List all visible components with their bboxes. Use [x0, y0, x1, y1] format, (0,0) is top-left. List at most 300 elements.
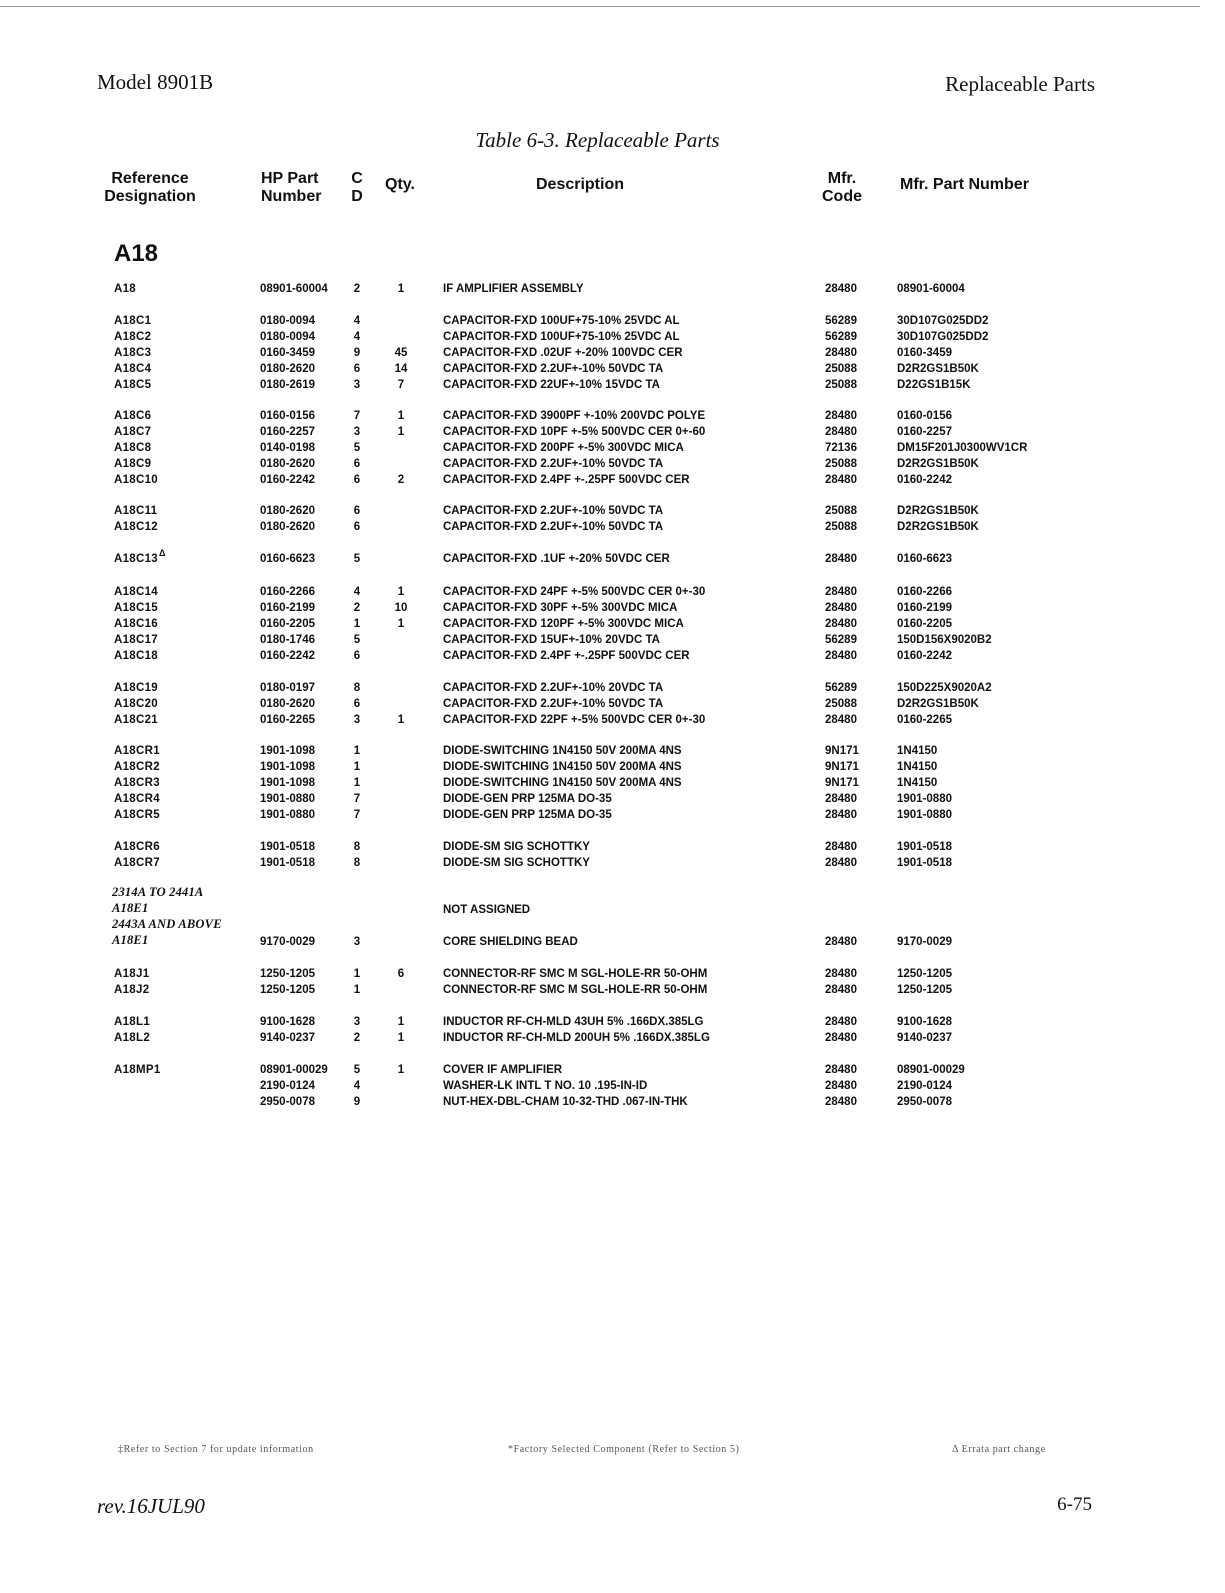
ref-cell: A18CR3 [114, 777, 160, 789]
errata-marker-icon: Δ [159, 548, 166, 558]
ref-cell: A18CR4 [114, 793, 160, 805]
hp-part-cell: 0180-1746 [260, 634, 315, 646]
cd-cell: 1 [353, 984, 361, 996]
table-row [0, 377, 1225, 393]
section-label: A18 [114, 240, 159, 267]
note-serial-range-1: 2314A TO 2441A [112, 885, 204, 899]
hp-part-cell: 0160-2265 [260, 714, 315, 726]
mfr-part-cell: D2R2GS1B50K [897, 505, 979, 517]
table-row [0, 982, 1225, 998]
cd-cell: 3 [353, 936, 361, 948]
ref-cell: A18C10 [114, 474, 158, 486]
mfr-code-cell: 28480 [825, 602, 857, 614]
mfr-part-cell: 0160-6623 [897, 553, 952, 565]
cd-cell: 6 [353, 458, 361, 470]
mfr-part-cell: 0160-2205 [897, 618, 952, 630]
hp-part-cell: 1901-1098 [260, 761, 315, 773]
table-row [0, 775, 1225, 791]
mfr-code-cell: 28480 [825, 1064, 857, 1076]
mfr-part-cell: DM15F201J0300WV1CR [897, 442, 1028, 454]
hp-part-cell: 0160-0156 [260, 410, 315, 422]
hp-part-cell: 1901-1098 [260, 777, 315, 789]
mfr-part-cell: 08901-00029 [897, 1064, 965, 1076]
table-row [0, 313, 1225, 329]
ref-cell: A18C11 [114, 505, 158, 517]
ref-cell: A18C21 [114, 714, 158, 726]
table-row [0, 807, 1225, 823]
hp-part-cell: 0180-2620 [260, 363, 315, 375]
mfr-code-cell: 56289 [825, 634, 857, 646]
col-hp-line1: HP Part [261, 170, 319, 187]
mfr-part-cell: 0160-2242 [897, 474, 952, 486]
revision-date: rev.16JUL90 [97, 1494, 205, 1518]
qty-cell: 1 [397, 618, 405, 630]
hp-part-cell: 0160-2199 [260, 602, 315, 614]
mfr-code-cell: 9N171 [825, 761, 859, 773]
qty-cell: 1 [397, 1032, 405, 1044]
col-ref-line2: Designation [104, 188, 196, 205]
mfr-code-cell: 28480 [825, 283, 857, 295]
mfr-part-cell: 1250-1205 [897, 984, 952, 996]
table-row [0, 902, 1225, 918]
table-row [0, 519, 1225, 535]
table-row [0, 1014, 1225, 1030]
hp-part-cell: 0160-2242 [260, 650, 315, 662]
table-row [0, 424, 1225, 440]
hp-part-cell: 1250-1205 [260, 984, 315, 996]
table-row [0, 648, 1225, 664]
qty-cell: 1 [397, 410, 405, 422]
mfr-code-cell: 9N171 [825, 745, 859, 757]
top-rule [0, 6, 1200, 7]
hp-part-cell: 0140-0198 [260, 442, 315, 454]
mfr-part-cell: D22GS1B15K [897, 379, 971, 391]
mfr-code-cell: 25088 [825, 521, 857, 533]
col-ref-line1: Reference [111, 170, 189, 187]
hp-part-cell: 1250-1205 [260, 968, 315, 980]
ref-cell: A18C19 [114, 682, 158, 694]
table-row [0, 712, 1225, 728]
description-cell: DIODE-SWITCHING 1N4150 50V 200MA 4NS [443, 761, 682, 773]
note-serial-range-2: 2443A AND ABOVE [112, 917, 222, 931]
table-row [0, 600, 1225, 616]
table-row [0, 632, 1225, 648]
mfr-part-cell: D2R2GS1B50K [897, 698, 979, 710]
description-cell: CAPACITOR-FXD 200PF +-5% 300VDC MICA [443, 442, 684, 454]
cd-cell: 5 [353, 634, 361, 646]
mfr-part-cell: 0160-2257 [897, 426, 952, 438]
table-row [0, 440, 1225, 456]
mfr-code-cell: 28480 [825, 410, 857, 422]
ref-cell: A18C2 [114, 331, 152, 343]
hp-part-cell: 0160-2257 [260, 426, 315, 438]
table-row [0, 616, 1225, 632]
col-cd [350, 170, 364, 206]
cd-cell: 6 [353, 505, 361, 517]
hp-part-cell: 9170-0029 [260, 936, 315, 948]
hp-part-cell: 0180-2620 [260, 521, 315, 533]
cd-cell: 6 [353, 363, 361, 375]
description-cell: CORE SHIELDING BEAD [443, 936, 578, 948]
hp-part-cell: 0180-2620 [260, 505, 315, 517]
description-cell: CAPACITOR-FXD .02UF +-20% 100VDC CER [443, 347, 683, 359]
mfr-part-cell: D2R2GS1B50K [897, 521, 979, 533]
mfr-code-cell: 28480 [825, 1016, 857, 1028]
description-cell: CAPACITOR-FXD 2.2UF+-10% 50VDC TA [443, 505, 664, 517]
mfr-part-cell: 1901-0880 [897, 809, 952, 821]
mfr-code-cell: 72136 [825, 442, 857, 454]
hp-part-cell: 0160-2205 [260, 618, 315, 630]
hp-part-cell: 1901-0880 [260, 809, 315, 821]
mfr-code-cell: 25088 [825, 363, 857, 375]
footnote-errata: Δ Errata part change [952, 1444, 1046, 1455]
qty-cell: 7 [397, 379, 405, 391]
table-row [0, 345, 1225, 361]
description-cell: CAPACITOR-FXD 22PF +-5% 500VDC CER 0+-30 [443, 714, 706, 726]
ref-cell: A18CR7 [114, 857, 160, 869]
mfr-code-cell: 9N171 [825, 777, 859, 789]
description-cell: INDUCTOR RF-CH-MLD 43UH 5% .166DX.385LG [443, 1016, 704, 1028]
description-cell: CAPACITOR-FXD 2.2UF+-10% 50VDC TA [443, 363, 664, 375]
hp-part-cell: 1901-0518 [260, 857, 315, 869]
mfr-code-cell: 28480 [825, 936, 857, 948]
table-row [0, 1030, 1225, 1046]
hp-part-cell: 0180-0094 [260, 315, 315, 327]
mfr-code-cell: 56289 [825, 315, 857, 327]
footnote-update-info: ‡Refer to Section 7 for update information [118, 1444, 314, 1455]
cd-cell: 5 [353, 442, 361, 454]
cd-cell: 6 [353, 521, 361, 533]
table-row [0, 680, 1225, 696]
mfr-part-cell: 1N4150 [897, 761, 938, 773]
mfr-part-cell: 9170-0029 [897, 936, 952, 948]
ref-cell: A18C7 [114, 426, 152, 438]
description-cell: CAPACITOR-FXD 30PF +-5% 300VDC MICA [443, 602, 678, 614]
cd-cell: 8 [353, 841, 361, 853]
cd-cell: 3 [353, 379, 361, 391]
mfr-code-cell: 28480 [825, 809, 857, 821]
mfr-code-cell: 28480 [825, 1032, 857, 1044]
description-cell: CAPACITOR-FXD 100UF+75-10% 25VDC AL [443, 315, 680, 327]
description-cell: CAPACITOR-FXD 2.2UF+-10% 50VDC TA [443, 698, 664, 710]
qty-cell: 45 [394, 347, 408, 359]
description-cell: WASHER-LK INTL T NO. 10 .195-IN-ID [443, 1080, 648, 1092]
ref-cell: A18CR6 [114, 841, 160, 853]
cd-cell: 6 [353, 474, 361, 486]
cd-cell: 3 [353, 1016, 361, 1028]
table-row [0, 743, 1225, 759]
mfr-part-cell: 2190-0124 [897, 1080, 952, 1092]
table-row [0, 855, 1225, 871]
description-cell: IF AMPLIFIER ASSEMBLY [443, 283, 584, 295]
qty-cell: 6 [397, 968, 405, 980]
mfr-part-cell: 0160-2242 [897, 650, 952, 662]
mfr-code-cell: 28480 [825, 426, 857, 438]
hp-part-cell: 0160-3459 [260, 347, 315, 359]
col-description: Description [535, 176, 624, 193]
qty-cell: 1 [397, 586, 405, 598]
cd-cell: 3 [353, 426, 361, 438]
description-cell: CAPACITOR-FXD 2.4PF +-.25PF 500VDC CER [443, 474, 690, 486]
table-row [0, 839, 1225, 855]
ref-cell: A18C20 [114, 698, 158, 710]
description-cell: CAPACITOR-FXD 24PF +-5% 500VDC CER 0+-30 [443, 586, 706, 598]
table-row [0, 1062, 1225, 1078]
mfr-code-cell: 28480 [825, 474, 857, 486]
qty-cell: 1 [397, 1064, 405, 1076]
ref-cell: A18CR1 [114, 745, 160, 757]
hp-part-cell: 2950-0078 [260, 1096, 315, 1108]
ref-cell: A18C16 [114, 618, 158, 630]
cd-cell: 4 [353, 315, 361, 327]
table-row [0, 696, 1225, 712]
cd-cell: 2 [353, 283, 361, 295]
col-hp-line2: Number [261, 188, 322, 205]
cd-cell: 1 [353, 745, 361, 757]
hp-part-cell: 0180-0197 [260, 682, 315, 694]
mfr-part-cell: 0160-3459 [897, 347, 952, 359]
description-cell: CAPACITOR-FXD 2.2UF+-10% 50VDC TA [443, 458, 664, 470]
mfr-code-cell: 28480 [825, 553, 857, 565]
mfr-code-cell: 28480 [825, 1080, 857, 1092]
cd-cell: 7 [353, 410, 361, 422]
qty-cell: 14 [394, 363, 408, 375]
hp-part-cell: 0160-2266 [260, 586, 315, 598]
col-mfr-part-number: Mfr. Part Number [900, 176, 1029, 193]
mfr-code-cell: 28480 [825, 1096, 857, 1108]
description-cell: DIODE-GEN PRP 125MA DO-35 [443, 809, 612, 821]
ref-cell: A18C12 [114, 521, 158, 533]
mfr-part-cell: 1901-0518 [897, 841, 952, 853]
cd-cell: 9 [353, 347, 361, 359]
description-cell: DIODE-SM SIG SCHOTTKY [443, 857, 590, 869]
col-reference-designation [100, 170, 200, 206]
mfr-code-cell: 56289 [825, 331, 857, 343]
mfr-part-cell: 1901-0880 [897, 793, 952, 805]
description-cell: CAPACITOR-FXD 22UF+-10% 15VDC TA [443, 379, 660, 391]
mfr-code-cell: 28480 [825, 793, 857, 805]
ref-cell: A18C18 [114, 650, 158, 662]
ref-cell: A18C14 [114, 586, 158, 598]
hp-part-cell: 08901-00029 [260, 1064, 328, 1076]
model-header: Model 8901B [97, 70, 214, 94]
table-row [0, 408, 1225, 424]
ref-cell: A18C9 [114, 458, 152, 470]
cd-cell: 6 [353, 650, 361, 662]
cd-cell: 7 [353, 809, 361, 821]
description-cell: CONNECTOR-RF SMC M SGL-HOLE-RR 50-OHM [443, 984, 708, 996]
ref-cell: A18C1 [114, 315, 152, 327]
description-cell: INDUCTOR RF-CH-MLD 200UH 5% .166DX.385LG [443, 1032, 710, 1044]
description-cell: CAPACITOR-FXD 120PF +-5% 300VDC MICA [443, 618, 684, 630]
hp-part-cell: 2190-0124 [260, 1080, 315, 1092]
cd-cell: 2 [353, 602, 361, 614]
ref-cell: A18J2 [114, 984, 150, 996]
mfr-part-cell: 1250-1205 [897, 968, 952, 980]
qty-cell: 10 [394, 602, 408, 614]
table-title: Table 6-3. Replaceable Parts [475, 128, 720, 152]
mfr-part-cell: 9100-1628 [897, 1016, 952, 1028]
table-row [0, 966, 1225, 982]
mfr-code-cell: 28480 [825, 586, 857, 598]
ref-cell: A18C5 [114, 379, 152, 391]
qty-cell: 1 [397, 283, 405, 295]
table-row [0, 1078, 1225, 1094]
description-cell: CAPACITOR-FXD 10PF +-5% 500VDC CER 0+-60 [443, 426, 706, 438]
table-row [0, 584, 1225, 600]
table-row [0, 934, 1225, 950]
table-row [0, 329, 1225, 345]
hp-part-cell: 0180-2619 [260, 379, 315, 391]
cd-cell: 9 [353, 1096, 361, 1108]
cd-cell: 4 [353, 1080, 361, 1092]
description-cell: NOT ASSIGNED [443, 904, 531, 916]
mfr-part-cell: 1901-0518 [897, 857, 952, 869]
cd-cell: 4 [353, 331, 361, 343]
mfr-part-cell: 150D156X9020B2 [897, 634, 992, 646]
note-ref-a18e1-old: A18E1 [112, 901, 149, 915]
table-row [0, 1094, 1225, 1110]
hp-part-cell: 0160-6623 [260, 553, 315, 565]
mfr-part-cell: 0160-2199 [897, 602, 952, 614]
table-row [0, 361, 1225, 377]
mfr-part-cell: D2R2GS1B50K [897, 458, 979, 470]
description-cell: CONNECTOR-RF SMC M SGL-HOLE-RR 50-OHM [443, 968, 708, 980]
col-hp-part-number [261, 170, 321, 206]
col-qty: Qty. [385, 176, 415, 193]
description-cell: CAPACITOR-FXD 2.2UF+-10% 50VDC TA [443, 521, 664, 533]
mfr-code-cell: 28480 [825, 714, 857, 726]
description-cell: CAPACITOR-FXD 100UF+75-10% 25VDC AL [443, 331, 680, 343]
mfr-code-cell: 25088 [825, 458, 857, 470]
description-cell: CAPACITOR-FXD 15UF+-10% 20VDC TA [443, 634, 660, 646]
mfr-part-cell: 1N4150 [897, 745, 938, 757]
cd-cell: 7 [353, 793, 361, 805]
ref-cell: A18MP1 [114, 1064, 161, 1076]
mfr-code-cell: 25088 [825, 698, 857, 710]
mfr-code-cell: 56289 [825, 682, 857, 694]
mfr-part-cell: 0160-0156 [897, 410, 952, 422]
table-row [0, 791, 1225, 807]
cd-cell: 1 [353, 968, 361, 980]
mfr-code-cell: 25088 [825, 505, 857, 517]
cd-cell: 5 [353, 1064, 361, 1076]
mfr-part-cell: 30D107G025DD2 [897, 331, 989, 343]
cd-cell: 1 [353, 777, 361, 789]
table-row [0, 456, 1225, 472]
ref-cell: A18L2 [114, 1032, 151, 1044]
ref-cell: A18C15 [114, 602, 158, 614]
section-header: Replaceable Parts [945, 72, 1095, 96]
hp-part-cell: 1901-0880 [260, 793, 315, 805]
cd-cell: 4 [353, 586, 361, 598]
qty-cell: 1 [397, 426, 405, 438]
cd-cell: 8 [353, 682, 361, 694]
ref-cell: A18CR2 [114, 761, 160, 773]
qty-cell: 1 [397, 714, 405, 726]
mfr-code-cell: 28480 [825, 650, 857, 662]
mfr-part-cell: 150D225X9020A2 [897, 682, 992, 694]
cd-cell: 1 [353, 761, 361, 773]
col-mfr-line2: Code [822, 188, 862, 205]
mfr-part-cell: 1N4150 [897, 777, 938, 789]
description-cell: DIODE-SWITCHING 1N4150 50V 200MA 4NS [443, 745, 682, 757]
table-row [0, 548, 1225, 567]
mfr-code-cell: 28480 [825, 984, 857, 996]
note-ref-a18e1-new: A18E1 [112, 933, 149, 947]
col-mfr-code [818, 170, 866, 206]
mfr-code-cell: 28480 [825, 857, 857, 869]
mfr-code-cell: 28480 [825, 841, 857, 853]
hp-part-cell: 0160-2242 [260, 474, 315, 486]
col-cd-line2: D [351, 188, 363, 205]
footnote-factory-selected: *Factory Selected Component (Refer to Section 5) [508, 1444, 740, 1455]
page-number: 6-75 [1057, 1494, 1092, 1515]
cd-cell: 8 [353, 857, 361, 869]
hp-part-cell: 0180-2620 [260, 698, 315, 710]
description-cell: CAPACITOR-FXD .1UF +-20% 50VDC CER [443, 553, 670, 565]
table-row [0, 759, 1225, 775]
hp-part-cell: 1901-0518 [260, 841, 315, 853]
mfr-part-cell: 08901-60004 [897, 283, 965, 295]
table-row [0, 503, 1225, 519]
ref-cell: A18CR5 [114, 809, 160, 821]
ref-cell: A18C13 [114, 553, 158, 565]
description-cell: DIODE-SM SIG SCHOTTKY [443, 841, 590, 853]
col-cd-line1: C [351, 170, 363, 187]
description-cell: DIODE-GEN PRP 125MA DO-35 [443, 793, 612, 805]
cd-cell: 3 [353, 714, 361, 726]
mfr-part-cell: 9140-0237 [897, 1032, 952, 1044]
ref-cell: A18 [114, 283, 136, 295]
cd-cell: 6 [353, 698, 361, 710]
table-row [0, 281, 1225, 297]
hp-part-cell: 0180-2620 [260, 458, 315, 470]
mfr-code-cell: 28480 [825, 618, 857, 630]
hp-part-cell: 1901-1098 [260, 745, 315, 757]
ref-cell: A18C3 [114, 347, 152, 359]
description-cell: COVER IF AMPLIFIER [443, 1064, 563, 1076]
qty-cell: 1 [397, 1016, 405, 1028]
mfr-part-cell: 2950-0078 [897, 1096, 952, 1108]
ref-cell: A18J1 [114, 968, 150, 980]
cd-cell: 2 [353, 1032, 361, 1044]
description-cell: CAPACITOR-FXD 2.2UF+-10% 20VDC TA [443, 682, 664, 694]
ref-cell: A18C8 [114, 442, 152, 454]
cd-cell: 5 [353, 553, 361, 565]
mfr-code-cell: 25088 [825, 379, 857, 391]
ref-cell: A18L1 [114, 1016, 151, 1028]
mfr-part-cell: 0160-2265 [897, 714, 952, 726]
hp-part-cell: 08901-60004 [260, 283, 328, 295]
col-mfr-line1: Mfr. [827, 170, 857, 187]
description-cell: DIODE-SWITCHING 1N4150 50V 200MA 4NS [443, 777, 682, 789]
mfr-part-cell: 0160-2266 [897, 586, 952, 598]
table-row [0, 472, 1225, 488]
description-cell: CAPACITOR-FXD 2.4PF +-.25PF 500VDC CER [443, 650, 690, 662]
hp-part-cell: 9100-1628 [260, 1016, 315, 1028]
hp-part-cell: 0180-0094 [260, 331, 315, 343]
ref-cell: A18C4 [114, 363, 152, 375]
mfr-part-cell: 30D107G025DD2 [897, 315, 989, 327]
mfr-code-cell: 28480 [825, 347, 857, 359]
description-cell: CAPACITOR-FXD 3900PF +-10% 200VDC POLYE [443, 410, 706, 422]
hp-part-cell: 9140-0237 [260, 1032, 315, 1044]
cd-cell: 1 [353, 618, 361, 630]
qty-cell: 2 [397, 474, 405, 486]
mfr-code-cell: 28480 [825, 968, 857, 980]
mfr-part-cell: D2R2GS1B50K [897, 363, 979, 375]
